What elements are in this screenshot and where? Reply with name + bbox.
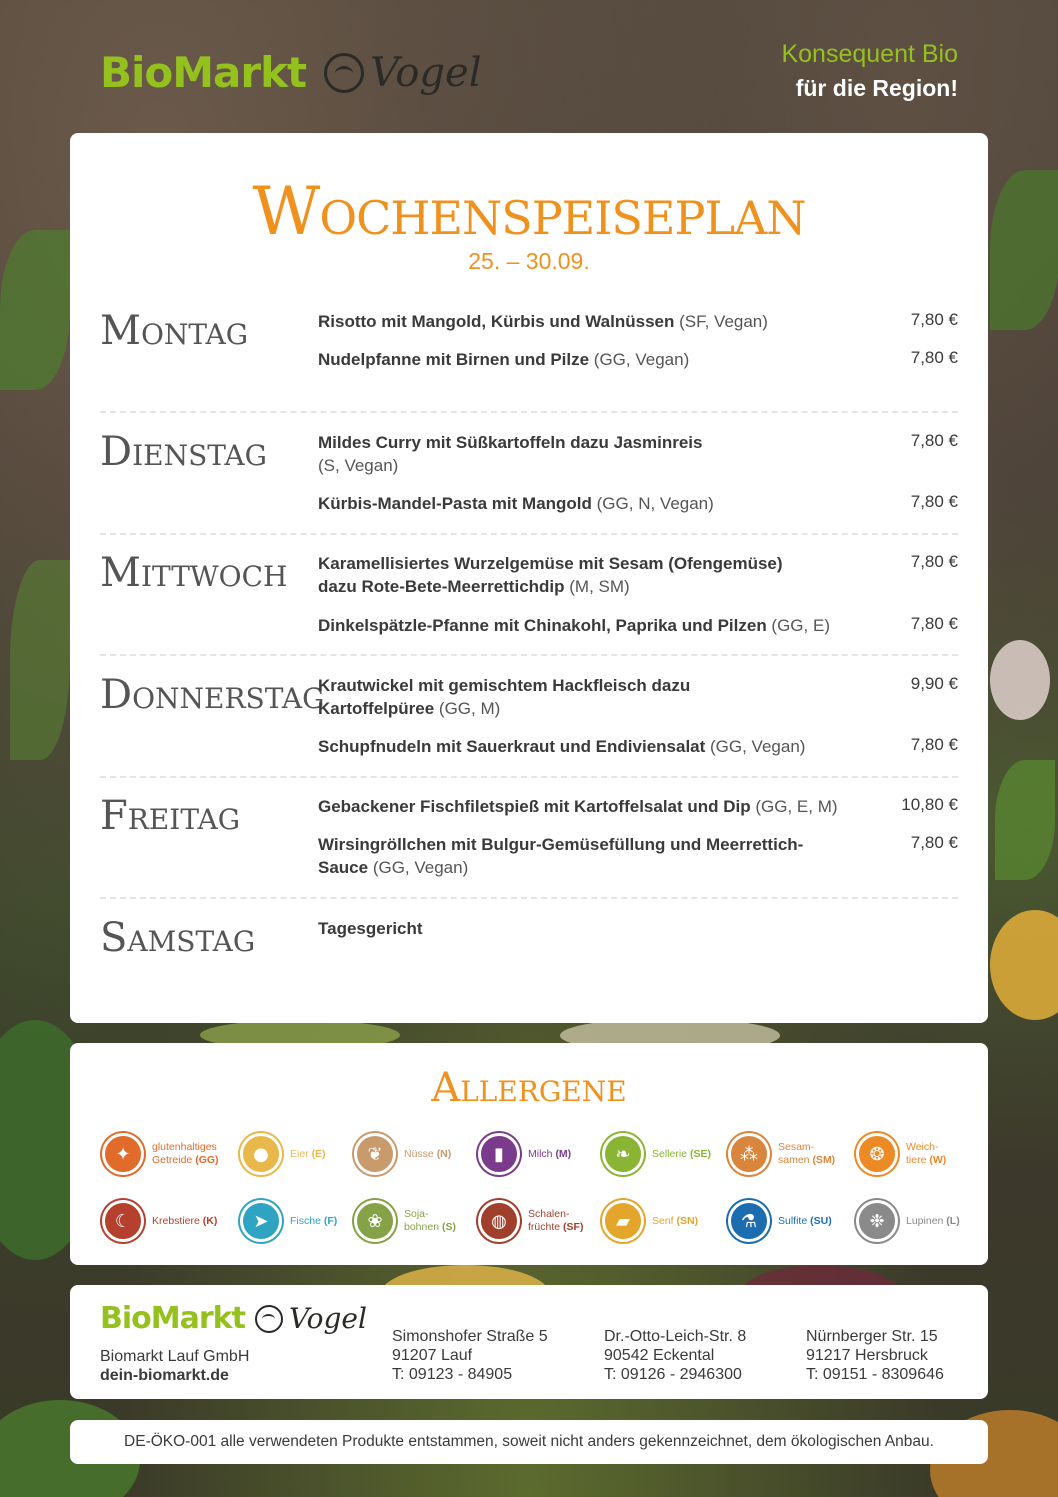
allergen-code: (K) bbox=[202, 1214, 218, 1227]
lupine-icon: ❉ bbox=[856, 1200, 898, 1242]
dish-name-line-2: Sauce bbox=[318, 858, 369, 877]
allergen-label-text: Lupinen bbox=[906, 1214, 944, 1227]
allergen-label-text: Sesam- bbox=[778, 1141, 815, 1153]
bird-icon bbox=[255, 1305, 283, 1333]
sulfite-icon: ⚗ bbox=[728, 1200, 770, 1242]
dish-price: 7,80 € bbox=[910, 735, 958, 754]
allergen-code: (GG) bbox=[195, 1154, 219, 1166]
divider bbox=[100, 533, 958, 535]
milk-icon: ▮ bbox=[478, 1133, 520, 1175]
bird-icon bbox=[324, 53, 364, 93]
allergen-label bbox=[290, 1215, 337, 1228]
allergen-label-text: Milch bbox=[528, 1147, 553, 1160]
header-logo bbox=[100, 48, 482, 97]
dish-allergens: (GG, Vegan) bbox=[368, 858, 469, 877]
slogan bbox=[781, 40, 958, 102]
divider bbox=[100, 411, 958, 413]
store-street: Nürnberger Str. 15 bbox=[806, 1328, 938, 1345]
dish-name-line-1: Wirsingröllchen mit Bulgur-Gemüsefüllung und Meerrettich- bbox=[318, 835, 804, 854]
store-street: Simonshofer Straße 5 bbox=[392, 1328, 548, 1345]
menu-card bbox=[70, 133, 988, 1023]
dish bbox=[318, 735, 878, 758]
allergen-label-text: Senf bbox=[652, 1214, 674, 1227]
day-name: Dienstag bbox=[100, 429, 267, 475]
allergen-label-text: Soja- bbox=[404, 1208, 429, 1220]
dish-price: 7,80 € bbox=[910, 348, 958, 367]
allergen-code: (N) bbox=[436, 1147, 452, 1160]
company-info bbox=[100, 1347, 249, 1385]
store-city: 91217 Hersbruck bbox=[806, 1347, 928, 1364]
dish bbox=[318, 674, 878, 720]
allergen-item bbox=[240, 1133, 326, 1175]
day-name: Montag bbox=[100, 308, 249, 354]
decor-leaf bbox=[0, 230, 70, 390]
dish bbox=[318, 552, 878, 598]
allergen-label bbox=[778, 1215, 832, 1228]
allergen-label bbox=[528, 1148, 571, 1161]
day-name: Donnerstag bbox=[100, 672, 325, 718]
store-address bbox=[604, 1327, 746, 1384]
allergen-label-text: glutenhaltiges bbox=[152, 1141, 217, 1153]
allergen-label bbox=[152, 1141, 219, 1167]
allergen-label bbox=[652, 1148, 711, 1161]
decor-leaf bbox=[995, 760, 1055, 880]
website-link[interactable]: dein-biomarkt.de bbox=[100, 1367, 229, 1384]
allergen-code: (L) bbox=[946, 1214, 960, 1227]
vogel-logo-text: Vogel bbox=[288, 1302, 367, 1335]
allergen-label bbox=[652, 1215, 698, 1228]
dish bbox=[318, 614, 878, 637]
vogel-logo bbox=[324, 50, 481, 96]
soy-icon: ❀ bbox=[354, 1200, 396, 1242]
dish-name: Tagesgericht bbox=[318, 919, 423, 938]
dish-allergens: (GG, Vegan) bbox=[589, 350, 690, 369]
allergen-label-text: Weich- bbox=[906, 1141, 939, 1153]
dish bbox=[318, 795, 878, 818]
allergen-card bbox=[70, 1043, 988, 1265]
allergen-code: (S) bbox=[441, 1221, 456, 1233]
allergen-item bbox=[602, 1133, 711, 1175]
dish-allergens: (GG, E, M) bbox=[750, 797, 838, 816]
slogan-line-1: Konsequent Bio bbox=[781, 40, 958, 68]
dish-name: Kürbis-Mandel-Pasta mit Mangold bbox=[318, 494, 592, 513]
dish-price: 7,80 € bbox=[910, 310, 958, 329]
allergen-label bbox=[404, 1208, 456, 1234]
sesame-icon: ⁂ bbox=[728, 1133, 770, 1175]
store-phone: T: 09126 - 2946300 bbox=[604, 1366, 742, 1383]
dish-name: Nudelpfanne mit Birnen und Pilze bbox=[318, 350, 590, 369]
dish bbox=[318, 917, 878, 940]
allergen-label bbox=[404, 1148, 451, 1161]
allergen-label-text: bohnen bbox=[404, 1221, 440, 1233]
allergen-item bbox=[856, 1133, 946, 1175]
allergen-item bbox=[102, 1133, 219, 1175]
allergen-item bbox=[728, 1200, 832, 1242]
dish bbox=[318, 431, 878, 477]
allergen-label-text: Schalen- bbox=[528, 1208, 570, 1220]
allergen-item bbox=[856, 1200, 960, 1242]
dish-allergens: (M, SM) bbox=[564, 577, 630, 596]
allergen-label bbox=[528, 1208, 583, 1234]
allergen-label bbox=[906, 1141, 946, 1167]
dish-name-line-2: dazu Rote-Bete-Meerrettichdip bbox=[318, 577, 565, 596]
menu-date-range: 25. – 30.09. bbox=[468, 248, 590, 274]
day-name: Samstag bbox=[100, 915, 256, 961]
celery-icon: ❧ bbox=[602, 1133, 644, 1175]
dish bbox=[318, 348, 878, 371]
store-city: 91207 Lauf bbox=[392, 1347, 473, 1364]
allergen-label-text: Krebstiere bbox=[152, 1214, 200, 1227]
fish-icon: ➤ bbox=[240, 1200, 282, 1242]
allergen-label bbox=[906, 1215, 960, 1228]
dish-allergens: (GG, Vegan) bbox=[705, 737, 806, 756]
allergen-item bbox=[728, 1133, 835, 1175]
allergen-code: (SN) bbox=[676, 1214, 699, 1227]
footer-card bbox=[70, 1285, 988, 1399]
menu-title: Wochenspeiseplan bbox=[252, 173, 806, 250]
mustard-icon: ▰ bbox=[602, 1200, 644, 1242]
dish-name-line-2: Kartoffelpüree bbox=[318, 699, 435, 718]
dish-name-line-1: Krautwickel mit gemischtem Hackfleisch dazu bbox=[318, 676, 691, 695]
crustacean-icon: ☾ bbox=[102, 1200, 144, 1242]
dish-allergens: (S, Vegan) bbox=[318, 456, 399, 475]
allergen-label-text: Sulfite bbox=[778, 1214, 808, 1227]
slogan-line-2: für die Region! bbox=[795, 75, 958, 101]
allergen-label-text: tiere bbox=[906, 1154, 927, 1166]
store-city: 90542 Eckental bbox=[604, 1347, 715, 1364]
decor-vegetable bbox=[990, 640, 1050, 720]
allergen-label-text: Nüsse bbox=[404, 1147, 434, 1160]
wheat-icon: ✦ bbox=[102, 1133, 144, 1175]
dish-name: Risotto mit Mangold, Kürbis und Walnüssen bbox=[318, 312, 675, 331]
allergen-code: (SF) bbox=[563, 1221, 584, 1233]
divider bbox=[100, 654, 958, 656]
company-name: Biomarkt Lauf GmbH bbox=[100, 1348, 250, 1365]
allergen-label-text: Getreide bbox=[152, 1154, 193, 1166]
day-name: Mittwoch bbox=[100, 550, 288, 596]
allergen-item bbox=[354, 1133, 451, 1175]
allergen-item bbox=[354, 1200, 456, 1242]
egg-icon: ● bbox=[240, 1133, 282, 1175]
allergen-code: (W) bbox=[929, 1154, 947, 1166]
dish-price: 7,80 € bbox=[910, 614, 958, 633]
decor-leaf bbox=[10, 560, 70, 760]
allergen-label-text: Fische bbox=[290, 1214, 321, 1227]
eco-note: DE-ÖKO-001 alle verwendeten Produkte entstammen, soweit nicht anders gekennzeichnet, dem ökologischen Anbau. bbox=[124, 1433, 934, 1450]
allergen-item bbox=[102, 1200, 217, 1242]
allergen-code: (F) bbox=[323, 1214, 338, 1227]
shell-fruit-icon: ◍ bbox=[478, 1200, 520, 1242]
dish bbox=[318, 492, 878, 515]
dish-price: 7,80 € bbox=[910, 492, 958, 511]
store-phone: T: 09151 - 8309646 bbox=[806, 1366, 944, 1383]
dish-allergens: (GG, M) bbox=[434, 699, 501, 718]
allergen-code: (SU) bbox=[810, 1214, 832, 1227]
divider bbox=[100, 897, 958, 899]
decor-leaf bbox=[990, 170, 1058, 330]
dish-price: 7,80 € bbox=[910, 552, 958, 571]
allergen-label-text: samen bbox=[778, 1154, 810, 1166]
dish-price: 7,80 € bbox=[910, 833, 958, 852]
decor-vegetable bbox=[990, 910, 1058, 1020]
biomarkt-logo-text: BioMarkt bbox=[100, 1301, 245, 1336]
allergen-label-text: früchte bbox=[528, 1221, 561, 1233]
store-address bbox=[806, 1327, 944, 1384]
allergen-label-text: Sellerie bbox=[652, 1147, 688, 1160]
mollusc-icon: ❂ bbox=[856, 1133, 898, 1175]
vogel-logo-text: Vogel bbox=[370, 49, 482, 96]
dish bbox=[318, 833, 878, 879]
footer-logo bbox=[100, 1301, 367, 1336]
store-street: Dr.-Otto-Leich-Str. 8 bbox=[604, 1328, 747, 1345]
store-address bbox=[392, 1327, 548, 1384]
allergen-item bbox=[478, 1200, 583, 1242]
dish-name: Mildes Curry mit Süßkartoffeln dazu Jasminreis bbox=[318, 433, 703, 452]
dish bbox=[318, 310, 878, 333]
dish-price: 7,80 € bbox=[910, 431, 958, 450]
eco-note-card bbox=[70, 1420, 988, 1464]
allergen-code: (E) bbox=[311, 1147, 326, 1160]
dish-allergens: (SF, Vegan) bbox=[674, 312, 768, 331]
dish-name-line-1: Karamellisiertes Wurzelgemüse mit Sesam (Ofengemüse) bbox=[318, 554, 783, 573]
allergen-code: (SM) bbox=[812, 1154, 836, 1166]
allergen-code: (M) bbox=[555, 1147, 572, 1160]
day-name: Freitag bbox=[100, 793, 241, 839]
dish-allergens: (GG, E) bbox=[766, 616, 830, 635]
allergen-label bbox=[290, 1148, 326, 1161]
dish-allergens: (GG, N, Vegan) bbox=[591, 494, 714, 513]
biomarkt-logo-text: BioMarkt bbox=[100, 48, 307, 97]
allergen-title: Allergene bbox=[431, 1065, 627, 1111]
dish-price: 9,90 € bbox=[910, 674, 958, 693]
allergen-code: (SE) bbox=[689, 1147, 711, 1160]
allergen-item bbox=[602, 1200, 698, 1242]
vogel-logo bbox=[255, 1302, 367, 1335]
dish-name: Schupfnudeln mit Sauerkraut und Endiviensalat bbox=[318, 737, 706, 756]
dish-price: 10,80 € bbox=[901, 795, 958, 814]
dish-name: Dinkelspätzle-Pfanne mit Chinakohl, Paprika und Pilzen bbox=[318, 616, 767, 635]
allergen-item bbox=[478, 1133, 571, 1175]
divider bbox=[100, 776, 958, 778]
allergen-label-text: Eier bbox=[290, 1147, 309, 1160]
dish-name: Gebackener Fischfiletspieß mit Kartoffelsalat und Dip bbox=[318, 797, 751, 816]
allergen-item bbox=[240, 1200, 337, 1242]
store-phone: T: 09123 - 84905 bbox=[392, 1366, 513, 1383]
nut-icon: ❦ bbox=[354, 1133, 396, 1175]
allergen-label bbox=[778, 1141, 835, 1167]
allergen-label bbox=[152, 1215, 217, 1228]
